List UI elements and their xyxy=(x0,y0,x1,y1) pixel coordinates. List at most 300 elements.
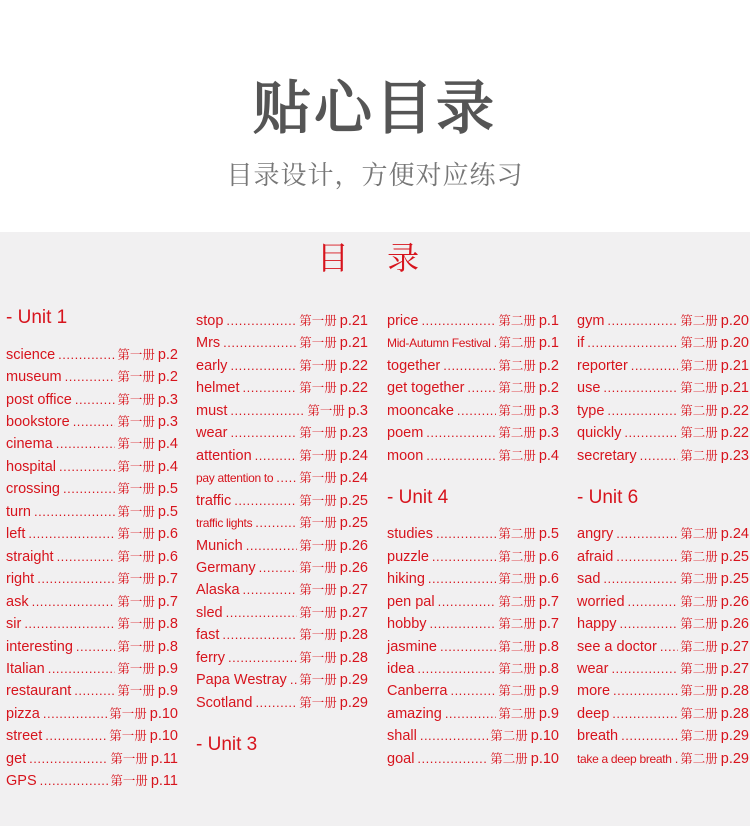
page-subtitle: 目录设计，方便对应练习 xyxy=(226,161,524,191)
entry-word: sir xyxy=(6,616,22,633)
toc-entry xyxy=(6,389,178,411)
entry-book: 第二册 xyxy=(680,549,718,564)
toc-entry xyxy=(577,523,749,545)
entry-word: attention xyxy=(196,447,252,464)
entry-book: 第一册 xyxy=(299,650,337,665)
leader-dots xyxy=(57,546,116,568)
entry-book: 第二册 xyxy=(680,661,718,676)
entry-book: 第二册 xyxy=(680,381,718,396)
entry-page: p.24 xyxy=(339,470,368,487)
toc-entry xyxy=(387,377,559,399)
entry-word: amazing xyxy=(387,705,442,722)
entry-page: p.8 xyxy=(538,638,559,655)
entry-book: 第二册 xyxy=(680,403,718,418)
entry-word: sled xyxy=(196,604,223,621)
entry-word: traffic lights xyxy=(196,516,253,531)
entry-book: 第一册 xyxy=(117,684,155,699)
entry-page: p.9 xyxy=(538,683,559,700)
toc-entry xyxy=(577,422,749,444)
entry-word: get together xyxy=(387,380,465,397)
entry-page: p.3 xyxy=(538,425,559,442)
toc-entry xyxy=(6,703,178,725)
entry-book: 第一册 xyxy=(299,426,337,441)
leader-dots xyxy=(59,456,115,478)
toc-entry xyxy=(577,613,749,635)
leader-dots xyxy=(436,523,496,545)
entry-word: science xyxy=(6,346,56,363)
toc-entry xyxy=(387,748,559,770)
leader-dots xyxy=(29,748,108,770)
entry-page: p.27 xyxy=(720,638,749,655)
entry-page: p.28 xyxy=(339,627,368,644)
entry-page: p.27 xyxy=(339,604,368,621)
entry-book: 第一册 xyxy=(110,751,148,766)
entry-page: p.11 xyxy=(150,773,178,790)
entry-word: stop xyxy=(196,313,224,329)
leader-dots xyxy=(616,546,678,568)
entry-book: 第二册 xyxy=(498,358,536,373)
entry-page: p.5 xyxy=(157,481,178,498)
entry-book: 第二册 xyxy=(498,594,536,609)
leader-dots xyxy=(607,310,678,332)
entry-page: p.29 xyxy=(720,750,749,767)
entry-book: 第一册 xyxy=(299,471,337,486)
entry-book: 第一册 xyxy=(299,583,337,598)
entry-page: p.8 xyxy=(157,638,178,655)
entry-word: Scotland xyxy=(196,694,253,711)
entry-page: p.3 xyxy=(157,414,178,431)
toc-entry xyxy=(196,400,368,422)
entry-book: 第二册 xyxy=(498,403,536,418)
toc-entry xyxy=(577,703,749,725)
entry-page: p.25 xyxy=(339,492,368,509)
entry-word: secretary xyxy=(577,447,637,464)
entry-page: p.9 xyxy=(157,683,178,700)
entry-page: p.7 xyxy=(157,593,178,610)
entry-word: wear xyxy=(577,660,609,677)
entry-book: 第二册 xyxy=(498,706,536,721)
toc-entry xyxy=(577,332,749,354)
entry-page: p.10 xyxy=(530,750,559,767)
toc-entry xyxy=(387,523,559,545)
toc-entry xyxy=(577,355,749,377)
entry-book: 第二册 xyxy=(680,572,718,587)
leader-dots xyxy=(587,332,678,354)
leader-dots xyxy=(243,377,298,399)
toc-entry xyxy=(6,344,178,366)
entry-book: 第一册 xyxy=(117,549,155,564)
toc-panel xyxy=(0,232,750,826)
entry-word: puzzle xyxy=(387,548,429,565)
entry-book: 第二册 xyxy=(498,572,536,587)
entry-word: gym xyxy=(577,313,605,329)
entry-page: p.2 xyxy=(157,369,178,386)
entry-page: p.6 xyxy=(157,548,178,565)
entry-page: p.10 xyxy=(149,728,178,745)
toc-entry xyxy=(6,501,178,523)
entry-page: p.22 xyxy=(720,425,749,442)
toc-column xyxy=(387,232,561,792)
leader-dots xyxy=(230,355,297,377)
entry-word: poem xyxy=(387,425,424,442)
entry-book: 第一册 xyxy=(109,729,147,744)
toc-entry xyxy=(6,748,178,770)
entry-word: get xyxy=(6,750,27,767)
toc-entry xyxy=(387,703,559,725)
leader-dots xyxy=(603,377,678,399)
entry-word: Munich xyxy=(196,537,243,554)
entry-page: p.22 xyxy=(720,402,749,419)
entry-book: 第一册 xyxy=(299,448,337,463)
entry-page: p.1 xyxy=(538,335,559,352)
entry-word: price xyxy=(387,313,419,329)
leader-dots xyxy=(612,703,678,725)
leader-dots xyxy=(73,411,116,433)
entry-word: shall xyxy=(387,728,417,745)
entry-book: 第一册 xyxy=(109,706,147,721)
entry-book: 第二册 xyxy=(498,527,536,542)
entry-book: 第二册 xyxy=(498,314,536,328)
toc-entry xyxy=(6,523,178,545)
entry-page: p.29 xyxy=(339,694,368,711)
entry-page: p.21 xyxy=(339,313,368,329)
entry-book: 第二册 xyxy=(680,639,718,654)
toc-entry xyxy=(577,636,749,658)
entry-page: p.26 xyxy=(339,537,368,554)
leader-dots xyxy=(631,355,678,377)
entry-book: 第一册 xyxy=(117,482,155,497)
toc-entry xyxy=(196,355,368,377)
toc-entry xyxy=(196,579,368,601)
leader-dots xyxy=(223,332,297,354)
toc-entry xyxy=(387,658,559,680)
leader-dots xyxy=(32,591,116,613)
entry-word: Canberra xyxy=(387,683,448,700)
entry-book: 第二册 xyxy=(680,684,718,699)
entry-word: more xyxy=(577,683,611,700)
entry-page: p.2 xyxy=(538,357,559,374)
entry-page: p.22 xyxy=(339,380,368,397)
leader-dots xyxy=(611,658,678,680)
leader-dots xyxy=(443,355,496,377)
entry-book: 第一册 xyxy=(299,560,337,575)
toc-entry xyxy=(577,310,749,332)
entry-book: 第二册 xyxy=(680,336,718,351)
entry-page: p.7 xyxy=(157,571,178,588)
entry-page: p.1 xyxy=(538,313,559,329)
leader-dots xyxy=(616,523,678,545)
leader-dots xyxy=(45,725,107,747)
entry-page: p.8 xyxy=(157,616,178,633)
toc-entry xyxy=(387,310,559,332)
leader-dots xyxy=(243,579,298,601)
toc-entry xyxy=(387,355,559,377)
leader-dots xyxy=(259,557,298,579)
leader-dots xyxy=(58,344,115,366)
entry-book: 第一册 xyxy=(117,527,155,542)
toc-entry xyxy=(196,557,368,579)
entry-word: interesting xyxy=(6,638,73,655)
entry-word: wear xyxy=(196,425,228,442)
toc-heading: 目 录 xyxy=(316,239,434,277)
entry-book: 第二册 xyxy=(498,426,536,441)
entry-page: p.28 xyxy=(339,649,368,666)
entry-page: p.28 xyxy=(720,705,749,722)
entry-word: early xyxy=(196,357,228,374)
entry-page: p.6 xyxy=(157,526,178,543)
entry-book: 第一册 xyxy=(299,673,337,688)
entry-word: cinema xyxy=(6,436,53,453)
leader-dots xyxy=(450,680,496,702)
entry-word: helmet xyxy=(196,380,240,397)
entry-word: Alaska xyxy=(196,582,240,599)
toc-entry xyxy=(577,445,749,467)
entry-book: 第一册 xyxy=(299,493,337,508)
leader-dots xyxy=(28,523,115,545)
leader-dots xyxy=(440,636,496,658)
toc-entry xyxy=(196,467,368,489)
toc-entry xyxy=(387,636,559,658)
leader-dots xyxy=(255,445,298,467)
leader-dots xyxy=(34,501,115,523)
entry-word: ask xyxy=(6,593,29,610)
entry-page: p.6 xyxy=(538,571,559,588)
entry-word: deep xyxy=(577,705,610,722)
toc-column xyxy=(577,232,750,792)
entry-page: p.2 xyxy=(157,346,178,363)
entry-word: if xyxy=(577,335,585,352)
toc-column xyxy=(196,232,370,792)
entry-book: 第一册 xyxy=(299,358,337,373)
entry-page: p.29 xyxy=(720,728,749,745)
entry-book: 第一册 xyxy=(117,370,155,385)
leader-dots xyxy=(675,748,679,770)
entry-word: use xyxy=(577,380,601,397)
entry-book: 第二册 xyxy=(498,336,536,351)
leader-dots xyxy=(417,748,488,770)
entry-page: p.25 xyxy=(339,515,368,532)
toc-entry xyxy=(387,332,559,354)
toc-entry xyxy=(196,310,368,332)
entry-book: 第二册 xyxy=(680,594,718,609)
toc-entry xyxy=(387,725,559,747)
entry-page: p.5 xyxy=(538,526,559,543)
entry-word: Mrs xyxy=(196,335,221,352)
entry-book: 第一册 xyxy=(117,504,155,519)
entry-book: 第二册 xyxy=(498,684,536,699)
entry-word: jasmine xyxy=(387,638,437,655)
entry-book: 第二册 xyxy=(680,527,718,542)
leader-dots xyxy=(230,422,297,444)
entry-word: street xyxy=(6,728,43,745)
entry-word: goal xyxy=(387,750,415,767)
leader-dots xyxy=(234,490,297,512)
entry-word: straight xyxy=(6,548,54,565)
unit-heading: - Unit 4 xyxy=(387,486,449,508)
toc-entry xyxy=(196,535,368,557)
entry-book: 第一册 xyxy=(299,314,337,328)
entry-page: p.3 xyxy=(538,402,559,419)
toc-entry xyxy=(6,680,178,702)
toc-entry xyxy=(196,602,368,624)
leader-dots xyxy=(290,669,297,691)
leader-dots xyxy=(432,546,496,568)
entry-page: p.4 xyxy=(157,436,178,453)
leader-dots xyxy=(65,366,116,388)
toc-entry xyxy=(577,725,749,747)
entry-book: 第一册 xyxy=(299,695,337,710)
entry-page: p.22 xyxy=(339,357,368,374)
toc-entry xyxy=(6,725,178,747)
toc-entry xyxy=(196,669,368,691)
toc-entry xyxy=(577,748,749,770)
toc-entry xyxy=(6,411,178,433)
toc-entry xyxy=(6,658,178,680)
entry-word: mooncake xyxy=(387,402,454,419)
toc-entry xyxy=(6,770,178,792)
leader-dots xyxy=(255,692,297,714)
entry-page: p.10 xyxy=(530,728,559,745)
entry-word: quickly xyxy=(577,425,622,442)
entry-page: p.27 xyxy=(339,582,368,599)
toc-entry xyxy=(196,647,368,669)
entry-word: see a doctor xyxy=(577,638,657,655)
entry-word: must xyxy=(196,402,228,419)
entry-word: left xyxy=(6,526,26,543)
toc-entry xyxy=(196,692,368,714)
entry-book: 第一册 xyxy=(299,516,337,531)
entry-word: pay attention to xyxy=(196,471,274,486)
entry-book: 第二册 xyxy=(680,751,718,766)
entry-book: 第一册 xyxy=(299,628,337,643)
entry-word: crossing xyxy=(6,481,60,498)
entry-page: p.26 xyxy=(339,559,368,576)
entry-page: p.21 xyxy=(720,380,749,397)
entry-page: p.23 xyxy=(720,447,749,464)
entry-book: 第一册 xyxy=(117,415,155,430)
entry-page: p.2 xyxy=(538,380,559,397)
toc-entry xyxy=(387,568,559,590)
header xyxy=(0,0,750,232)
entry-page: p.24 xyxy=(720,526,749,543)
entry-page: p.5 xyxy=(157,503,178,520)
toc-entry xyxy=(196,445,368,467)
entry-word: Mid-Autumn Festival xyxy=(387,336,491,351)
entry-page: p.7 xyxy=(538,616,559,633)
entry-book: 第二册 xyxy=(490,751,528,766)
entry-book: 第一册 xyxy=(299,605,337,620)
leader-dots xyxy=(457,400,496,422)
toc-entry xyxy=(6,456,178,478)
entry-book: 第一册 xyxy=(307,403,345,418)
leader-dots xyxy=(226,310,297,332)
entry-book: 第二册 xyxy=(498,617,536,632)
entry-word: sad xyxy=(577,571,601,588)
leader-dots xyxy=(426,422,496,444)
toc-entry xyxy=(387,546,559,568)
toc-entry xyxy=(577,658,749,680)
leader-dots xyxy=(420,725,488,747)
toc-entry xyxy=(387,422,559,444)
entry-book: 第一册 xyxy=(110,774,148,789)
toc-entry xyxy=(577,377,749,399)
entry-page: p.20 xyxy=(720,313,749,329)
entry-word: idea xyxy=(387,660,415,677)
entry-page: p.20 xyxy=(720,335,749,352)
toc-entry xyxy=(196,377,368,399)
toc-entry xyxy=(6,613,178,635)
toc-entry xyxy=(577,546,749,568)
toc-column xyxy=(6,232,180,792)
toc-entry xyxy=(6,366,178,388)
entry-word: moon xyxy=(387,447,424,464)
toc-entry xyxy=(577,400,749,422)
entry-word: happy xyxy=(577,616,617,633)
entry-book: 第一册 xyxy=(117,572,155,587)
entry-book: 第二册 xyxy=(498,549,536,564)
entry-book: 第二册 xyxy=(680,729,718,744)
entry-book: 第二册 xyxy=(498,661,536,676)
leader-dots xyxy=(624,422,678,444)
entry-book: 第一册 xyxy=(117,459,155,474)
entry-page: p.3 xyxy=(157,391,178,408)
entry-page: p.6 xyxy=(538,548,559,565)
leader-dots xyxy=(660,636,678,658)
entry-word: Germany xyxy=(196,559,256,576)
entry-book: 第二册 xyxy=(680,617,718,632)
entry-page: p.11 xyxy=(150,750,178,767)
toc-entry xyxy=(196,332,368,354)
entry-book: 第二册 xyxy=(498,639,536,654)
entry-book: 第一册 xyxy=(117,437,155,452)
leader-dots xyxy=(75,389,115,411)
entry-book: 第二册 xyxy=(498,381,536,396)
entry-word: ferry xyxy=(196,649,225,666)
entry-page: p.3 xyxy=(347,402,368,419)
entry-page: p.24 xyxy=(339,447,368,464)
entry-word: museum xyxy=(6,369,62,386)
entry-page: p.23 xyxy=(339,425,368,442)
entry-page: p.7 xyxy=(538,593,559,610)
toc-entry xyxy=(387,613,559,635)
entry-book: 第二册 xyxy=(680,448,718,463)
leader-dots xyxy=(640,445,679,467)
toc-entry xyxy=(387,680,559,702)
entry-word: reporter xyxy=(577,357,628,374)
page-title: 贴心目录 xyxy=(252,74,497,142)
toc-entry xyxy=(6,636,178,658)
leader-dots xyxy=(43,703,107,725)
leader-dots xyxy=(226,602,298,624)
entry-book: 第一册 xyxy=(299,538,337,553)
leader-dots xyxy=(222,624,297,646)
leader-dots xyxy=(230,400,305,422)
entry-book: 第一册 xyxy=(299,381,337,396)
entry-page: p.10 xyxy=(149,705,178,722)
leader-dots xyxy=(426,445,496,467)
entry-book: 第二册 xyxy=(490,729,528,744)
leader-dots xyxy=(445,703,497,725)
entry-word: turn xyxy=(6,503,31,520)
entry-word: angry xyxy=(577,526,614,543)
entry-page: p.21 xyxy=(720,357,749,374)
entry-book: 第二册 xyxy=(680,706,718,721)
entry-page: p.29 xyxy=(339,672,368,689)
entry-word: type xyxy=(577,402,605,419)
leader-dots xyxy=(628,591,679,613)
entry-page: p.9 xyxy=(157,660,178,677)
leader-dots xyxy=(621,725,678,747)
